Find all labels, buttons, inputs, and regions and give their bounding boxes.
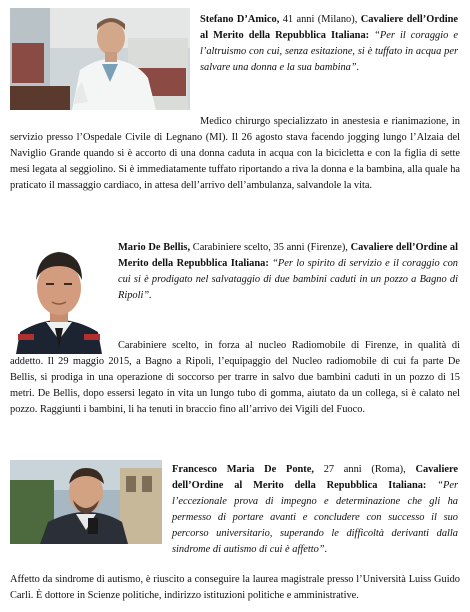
entry-description-francesco-maria-de-ponte: Affetto da sindrome di autismo, è riuscito a conseguire la laurea magistrale presso l’Università Luiss Guido Carli. È dottore in Scienze politiche, indirizzo istituzioni politiche e amministrative. <box>10 574 460 601</box>
entry-name: Stefano D’Amico, <box>200 14 280 25</box>
portrait-photo-francesco-maria-de-ponte <box>10 460 162 544</box>
entry-info: 27 anni (Roma), <box>323 464 406 475</box>
entry-name: Mario De Bellis, <box>118 242 191 253</box>
entry-honor: Cavaliere dell’Ordine al Merito della Repubblica Italiana: <box>118 242 458 269</box>
entry-header-francesco-maria-de-ponte <box>172 462 458 558</box>
entry-motivation: “Per l’eccezionale prova di impegno e determinazione che gli ha permesso di portare avanti e concludere con successo il suo percorso universitario, superando le difficoltà derivanti dalla sindrome di autismo di cui è affetto”. <box>172 480 458 555</box>
entry-honor: Cavaliere dell’Ordine al Merito della Repubblica Italiana: <box>200 14 458 41</box>
entry-name: Francesco Maria De Ponte, <box>172 464 314 475</box>
entry-header-mario-de-bellis <box>118 240 458 304</box>
entry-info: 41 anni (Milano), <box>282 14 358 25</box>
entry-header-stefano-damico <box>200 12 458 76</box>
entry-honor: Cavaliere dell’Ordine al Merito della Repubblica Italiana: <box>172 464 458 491</box>
entry-info: Carabiniere scelto, 35 anni (Firenze), <box>192 242 348 253</box>
entry-motivation: “Per lo spirito di servizio e il coraggio con cui si è prodigato nel salvataggio di due bambini caduti in un pozzo a Bagno di Ripoli”. <box>118 258 458 301</box>
entry-motivation: “Per il coraggio e l’altruismo con cui, senza esitazione, si è tuffato in acqua per salvare una donna e la sua bambina”. <box>200 30 458 73</box>
portrait-photo-stefano-damico <box>10 8 190 110</box>
entry-description-mario-de-bellis: Carabiniere scelto, in forza al nucleo Radiomobile di Firenze, in qualità di addetto. Il 29 maggio 2015, a Bagno a Ripoli, l’equipaggio del Nucleo radiomobile di cui fa parte De Bellis, si prodiga in una operazione di soccorso per trarre in salvo due bambini caduti in un pozzo di 15 metri. De Bellis, dopo essersi legato in vita un lungo tubo di gomma, aiutato da un collega, si è calato nel pozzo. Raggiunti i bambini, li ha tenuti in braccio fino all’arrivo dei Vigili del Fuoco. <box>10 340 460 415</box>
entry-description-stefano-damico: Medico chirurgo specializzato in anestesia e rianimazione, in servizio presso l’Ospedale Civile di Legnano (MI). Il 26 agosto stava facendo jogging lungo l’Alzaia del Naviglio Grande quando si è accorto di una donna caduta in acqua con la bicicletta e con la figlia di sette mesi legata al seggiolino. Si è immediatamente tuffato riportando a riva la donna e la bambina, alla quale ha praticato il massaggio cardiaco, in attesa dell’arrivo dell’ambulanza, salvandole la vita. <box>10 116 460 191</box>
portrait-photo-mario-de-bellis <box>10 236 108 354</box>
